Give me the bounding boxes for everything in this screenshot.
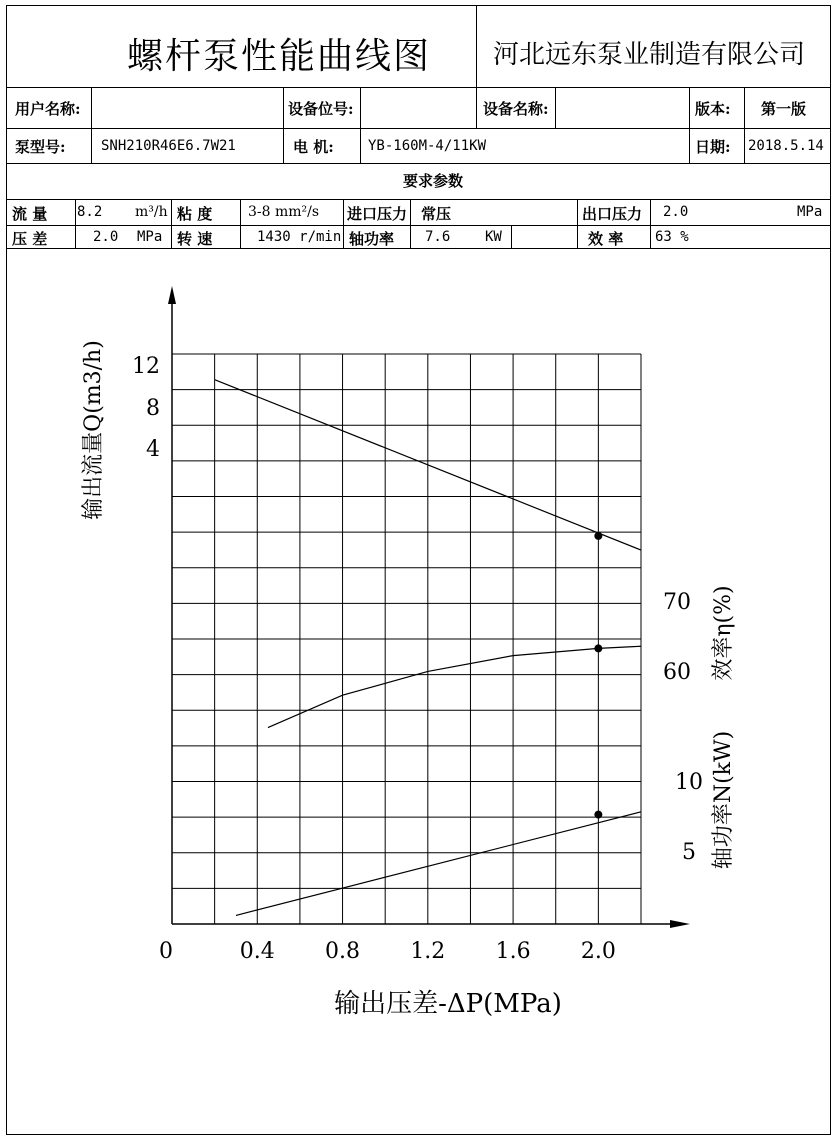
date-value: 2018.5.14	[748, 138, 824, 154]
outlet-pressure-unit: MPa	[797, 204, 823, 220]
pump-model-label: 泵型号:	[15, 138, 66, 156]
motor-label: 电 机:	[293, 138, 334, 156]
data-point	[594, 811, 602, 819]
power-axis-title: 轴功率N(kW)	[711, 730, 736, 870]
device-position-label: 设备位号:	[288, 100, 354, 118]
pressure-diff-value: 2.0	[93, 229, 119, 245]
efficiency-label: 效 率	[588, 230, 624, 248]
x-tick-label: 0.4	[239, 939, 275, 964]
data-point	[594, 644, 602, 652]
x-axis-arrow	[670, 920, 690, 928]
efficiency-tick-label: 60	[663, 660, 691, 685]
x-tick-label: 1.6	[495, 939, 531, 964]
power-tick-label: 10	[675, 770, 703, 795]
user-name-label: 用户名称:	[15, 100, 81, 118]
x-tick-label: 2.0	[580, 939, 616, 964]
shaft-power-label: 轴功率	[349, 230, 395, 248]
inlet-pressure-value: 常压	[421, 205, 452, 223]
series-line	[268, 646, 641, 727]
efficiency-tick-label: 70	[663, 590, 691, 615]
pump-model-value: SNH210R46E6.7W21	[101, 138, 236, 154]
requirements-title: 要求参数	[403, 172, 464, 190]
y-tick-label: 8	[146, 396, 160, 421]
page-title: 螺杆泵性能曲线图	[127, 36, 432, 77]
flow-axis-title: 输出流量Q(m3/h)	[81, 340, 106, 520]
company-name: 河北远东泵业制造有限公司	[493, 40, 806, 70]
flow-value: 8.2	[77, 204, 103, 220]
x-tick-label: 0.8	[325, 939, 361, 964]
x-axis-title: 输出压差-ΔP(MPa)	[334, 989, 562, 1019]
x-tick-label: 0	[159, 939, 173, 964]
shaft-power-value: 7.6	[425, 229, 451, 245]
chart-axes	[168, 286, 690, 928]
date-label: 日期:	[695, 138, 731, 156]
data-point	[594, 532, 602, 540]
flow-label: 流 量	[12, 205, 48, 223]
viscosity-value: 3-8 mm²/s	[248, 204, 320, 220]
series-line	[236, 812, 641, 916]
y-tick-label: 12	[132, 354, 160, 379]
pressure-diff-unit: MPa	[137, 229, 163, 245]
y-tick-label: 4	[146, 437, 160, 462]
shaft-power-unit: KW	[485, 229, 502, 245]
speed-value: 1430 r/min	[257, 229, 342, 245]
device-name-label: 设备名称:	[483, 100, 549, 118]
chart-labels	[81, 340, 736, 1019]
version-label: 版本:	[695, 100, 731, 118]
speed-label: 转 速	[177, 230, 213, 248]
y-axis-arrow	[168, 286, 176, 304]
motor-value: YB-160M-4/11KW	[368, 138, 487, 154]
power-tick-label: 5	[682, 840, 696, 865]
x-tick-label: 1.2	[410, 939, 446, 964]
version-value: 第一版	[761, 100, 807, 118]
flow-unit: m³/h	[135, 204, 168, 220]
chart-grid	[172, 354, 641, 924]
outlet-pressure-label: 出口压力	[582, 205, 643, 223]
pressure-diff-label: 压 差	[12, 230, 48, 248]
outlet-pressure-value: 2.0	[663, 204, 689, 220]
viscosity-label: 粘 度	[177, 205, 213, 223]
inlet-pressure-label: 进口压力	[347, 205, 408, 223]
efficiency-axis-title: 效率η(%)	[711, 585, 736, 681]
efficiency-value: 63 %	[655, 229, 689, 245]
